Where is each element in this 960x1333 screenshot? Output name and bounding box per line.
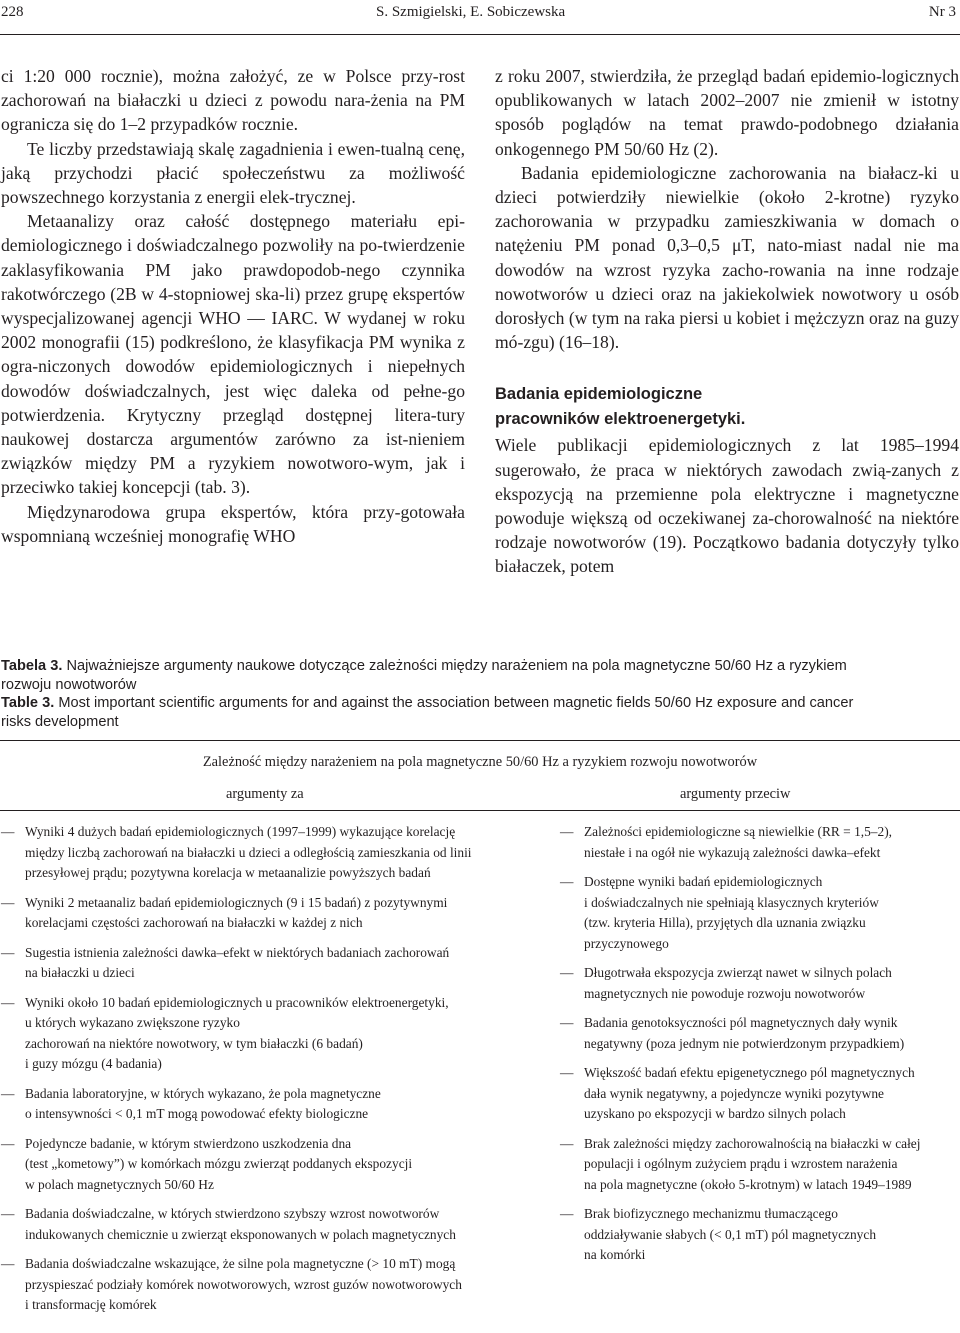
header-rule bbox=[0, 34, 960, 35]
page-number: 228 bbox=[1, 4, 24, 20]
column-header-against: argumenty przeciw bbox=[680, 786, 791, 802]
list-item: — Brak zależności między zachorowalnością na białaczki w całej populacji i ogólnym zużyciem prądu i wzrostem narażenia na pola magnetyczne (około 5-krotnym) w latach 1949–1989 bbox=[560, 1134, 960, 1196]
table-header-rule bbox=[0, 810, 960, 811]
caption-en-label: Table 3. bbox=[1, 695, 55, 711]
running-authors: S. Szmigielski, E. Sobiczewska bbox=[376, 4, 566, 20]
list-item: — Badania doświadczalne wskazujące, że silne pola magnetyczne (> 10 mT) mogą przyspieszać podziały komórek nowotworowych, wzrost guzów nowotworowych i transformację komórek bbox=[1, 1254, 531, 1316]
list-item: — Badania genotoksyczności pól magnetycznych dały wynik negatywny (poza jednym nie potwierdzonym przypadkiem) bbox=[560, 1013, 960, 1054]
column-header-for: argumenty za bbox=[226, 786, 304, 802]
table-title: Zależność między narażeniem na pola magnetyczne 50/60 Hz a ryzykiem rozwoju nowotworów bbox=[202, 754, 758, 770]
list-item: — Większość badań efektu epigenetycznego pól magnetycznych dała wynik negatywny, a pojedyncze wyniki pozytywne uzyskano po ekspozycji w bardzo silnych polach bbox=[560, 1063, 960, 1125]
paragraph: Badania epidemiologiczne zachorowania na białacz-ki u dzieci potwierdziły niewielkie (około 2-krotne) ryzyko zachorowania w przypadku zamieszkiwania w domach o natężeniu PM ponad 0,3–0,5 μT, nato-miast nadal nie ma dowodów na wzrost ryzyka zacho-rowania na inne rodzaje nowotworów u dzieci oraz na jakiekolwiek nowotwory u osób dorosłych (w tym na raka piersi u kobiet i mężczyzn oraz na guzy mó-zgu) (16–18). bbox=[495, 162, 959, 353]
list-item: — Dostępne wyniki badań epidemiologicznych i doświadczalnych nie spełniają klasycznych kryteriów (tzw. kryteria Hilla), przyjętych dla uznania związku przyczynowego bbox=[560, 872, 960, 954]
paragraph: Międzynarodowa grupa ekspertów, która przy-gotowała wspomnianą wcześniej monografię WHO bbox=[1, 501, 465, 546]
section-heading-line: pracowników elektroenergetyki. bbox=[495, 409, 746, 428]
caption-en bbox=[1, 694, 881, 731]
list-item: — Wyniki 2 metaanaliz badań epidemiologicznych (9 i 15 badań) z pozytywnymi korelacjami częstości zachorowań na białaczki w każdej z nich bbox=[1, 893, 531, 934]
section-heading-line: Badania epidemiologiczne bbox=[495, 385, 703, 404]
against-arguments-list bbox=[560, 822, 960, 1275]
paragraph: Te liczby przedstawiają skalę zagadnienia i ewen-tualną cenę, jaką przychodzi płacić społeczeństwu za możliwość powszechnego korzystania z energii elek-trycznej. bbox=[1, 138, 465, 208]
list-item: — Badania doświadczalne, w których stwierdzono szybszy wzrost nowotworów indukowanych chemicznie u zwierząt eksponowanych w polach magnetycznych bbox=[1, 1204, 531, 1245]
paragraph: ci 1:20 000 rocznie), można założyć, ze w Polsce przy-rost zachorowań na białaczki u dzieci z powodu nara-żenia na PM ogranicza się do 1–2 przypadków rocznie. bbox=[1, 66, 465, 135]
list-item: — Zależności epidemiologiczne są niewielkie (RR = 1,5–2), niestałe i na ogół nie wykazują zależności dawka–efekt bbox=[560, 822, 960, 863]
for-arguments-list bbox=[1, 822, 531, 1325]
list-item: — Pojedyncze badanie, w którym stwierdzono uszkodzenia dna (test „kometowy”) w komórkach mózgu zwierząt poddanych ekspozycji w polach magnetycznych 50/60 Hz bbox=[1, 1134, 531, 1196]
list-item: — Długotrwała ekspozycja zwierząt nawet w silnych polach magnetycznych nie powoduje rozwoju nowotworów bbox=[560, 963, 960, 1004]
caption-pl-label: Tabela 3. bbox=[1, 658, 63, 674]
paragraph: z roku 2007, stwierdziła, że przegląd badań epidemio-logicznych opublikowanych w latach 2002–2007 nie zmienił w istotny sposób poglądów na temat prawdo-podobnego działania onkogennego PM 50/60 Hz (2). bbox=[495, 66, 959, 159]
right-text-column bbox=[495, 64, 959, 579]
section-heading bbox=[495, 382, 959, 431]
list-item: — Sugestia istnienia zależności dawka–efekt w niektórych badaniach zachorowań na białaczki u dzieci bbox=[1, 943, 531, 984]
paragraph: Wiele publikacji epidemiologicznych z lat 1985–1994 sugerowało, że praca w niektórych zawodach zwią-zanych z ekspozycją na przemienne pola elektryczne i magnetyczne powoduje większą od oczekiwanej za-chorowalność na niektóre rodzaje nowotworów (19). Początkowo badania dotyczyły tylko białaczek, potem bbox=[495, 435, 959, 577]
table-top-rule bbox=[0, 740, 960, 741]
list-item: — Badania laboratoryjne, w których wykazano, że pola magnetyczne o intensywności < 0,1 mT mogą powodować efekty biologiczne bbox=[1, 1084, 531, 1125]
list-item: — Wyniki około 10 badań epidemiologicznych u pracowników elektroenergetyki, u których wykazano zwiększone ryzyko zachorowań na niektóre nowotwory, w tym białaczki (6 badań) i guzy mózgu (4 badania) bbox=[1, 993, 531, 1075]
caption-pl bbox=[1, 657, 881, 694]
list-item: — Wyniki 4 dużych badań epidemiologicznych (1997–1999) wykazujące korelację między liczbą zachorowań na białaczki u dzieci a odległością zamieszkania od linii przesyłowej prądu; pozytywna korelacja w metaanalizie powyższych badań bbox=[1, 822, 531, 884]
left-text-column bbox=[1, 64, 465, 548]
table-caption bbox=[1, 657, 881, 731]
caption-en-text: Most important scientific arguments for and against the association between magnetic fields 50/60 Hz exposure and cancer risks development bbox=[1, 695, 854, 730]
list-item: — Brak biofizycznego mechanizmu tłumaczącego oddziaływanie słabych (< 0,1 mT) pól magnetycznych na komórki bbox=[560, 1204, 960, 1266]
caption-pl-text: Najważniejsze argumenty naukowe dotyczące zależności między narażeniem na pola magnetyczne 50/60 Hz a ryzykiem rozwoju nowotworów bbox=[1, 658, 847, 693]
page-header bbox=[0, 0, 960, 40]
issue-number: Nr 3 bbox=[928, 4, 956, 20]
paragraph: Metaanalizy oraz całość dostępnego materiału epi-demiologicznego i doświadczalnego pozwoliły na po-twierdzenie zaklasyfikowania PM jako prawdopodob-nego czynnika rakotwórczego (2B w 4-stopniowej ska-li) przez grupę ekspertów wyspecjalizowanej agencji WHO — IARC. W wydanej w roku 2002 monografii (15) podkreślono, że klasyfikacja PM wynika z ogra-niczonych dowodów epidemiologicznych i niepełnych dowodów doświadczalnych, jest więc daleka od pełne-go potwierdzenia. Krytyczny przegląd dostępnej litera-tury naukowej dostarcza argumentów zarówno za ist-nieniem związków między PM a ryzykiem nowotworo-wym, jak i przeciwko takiej koncepcji (tab. 3). bbox=[1, 211, 465, 498]
